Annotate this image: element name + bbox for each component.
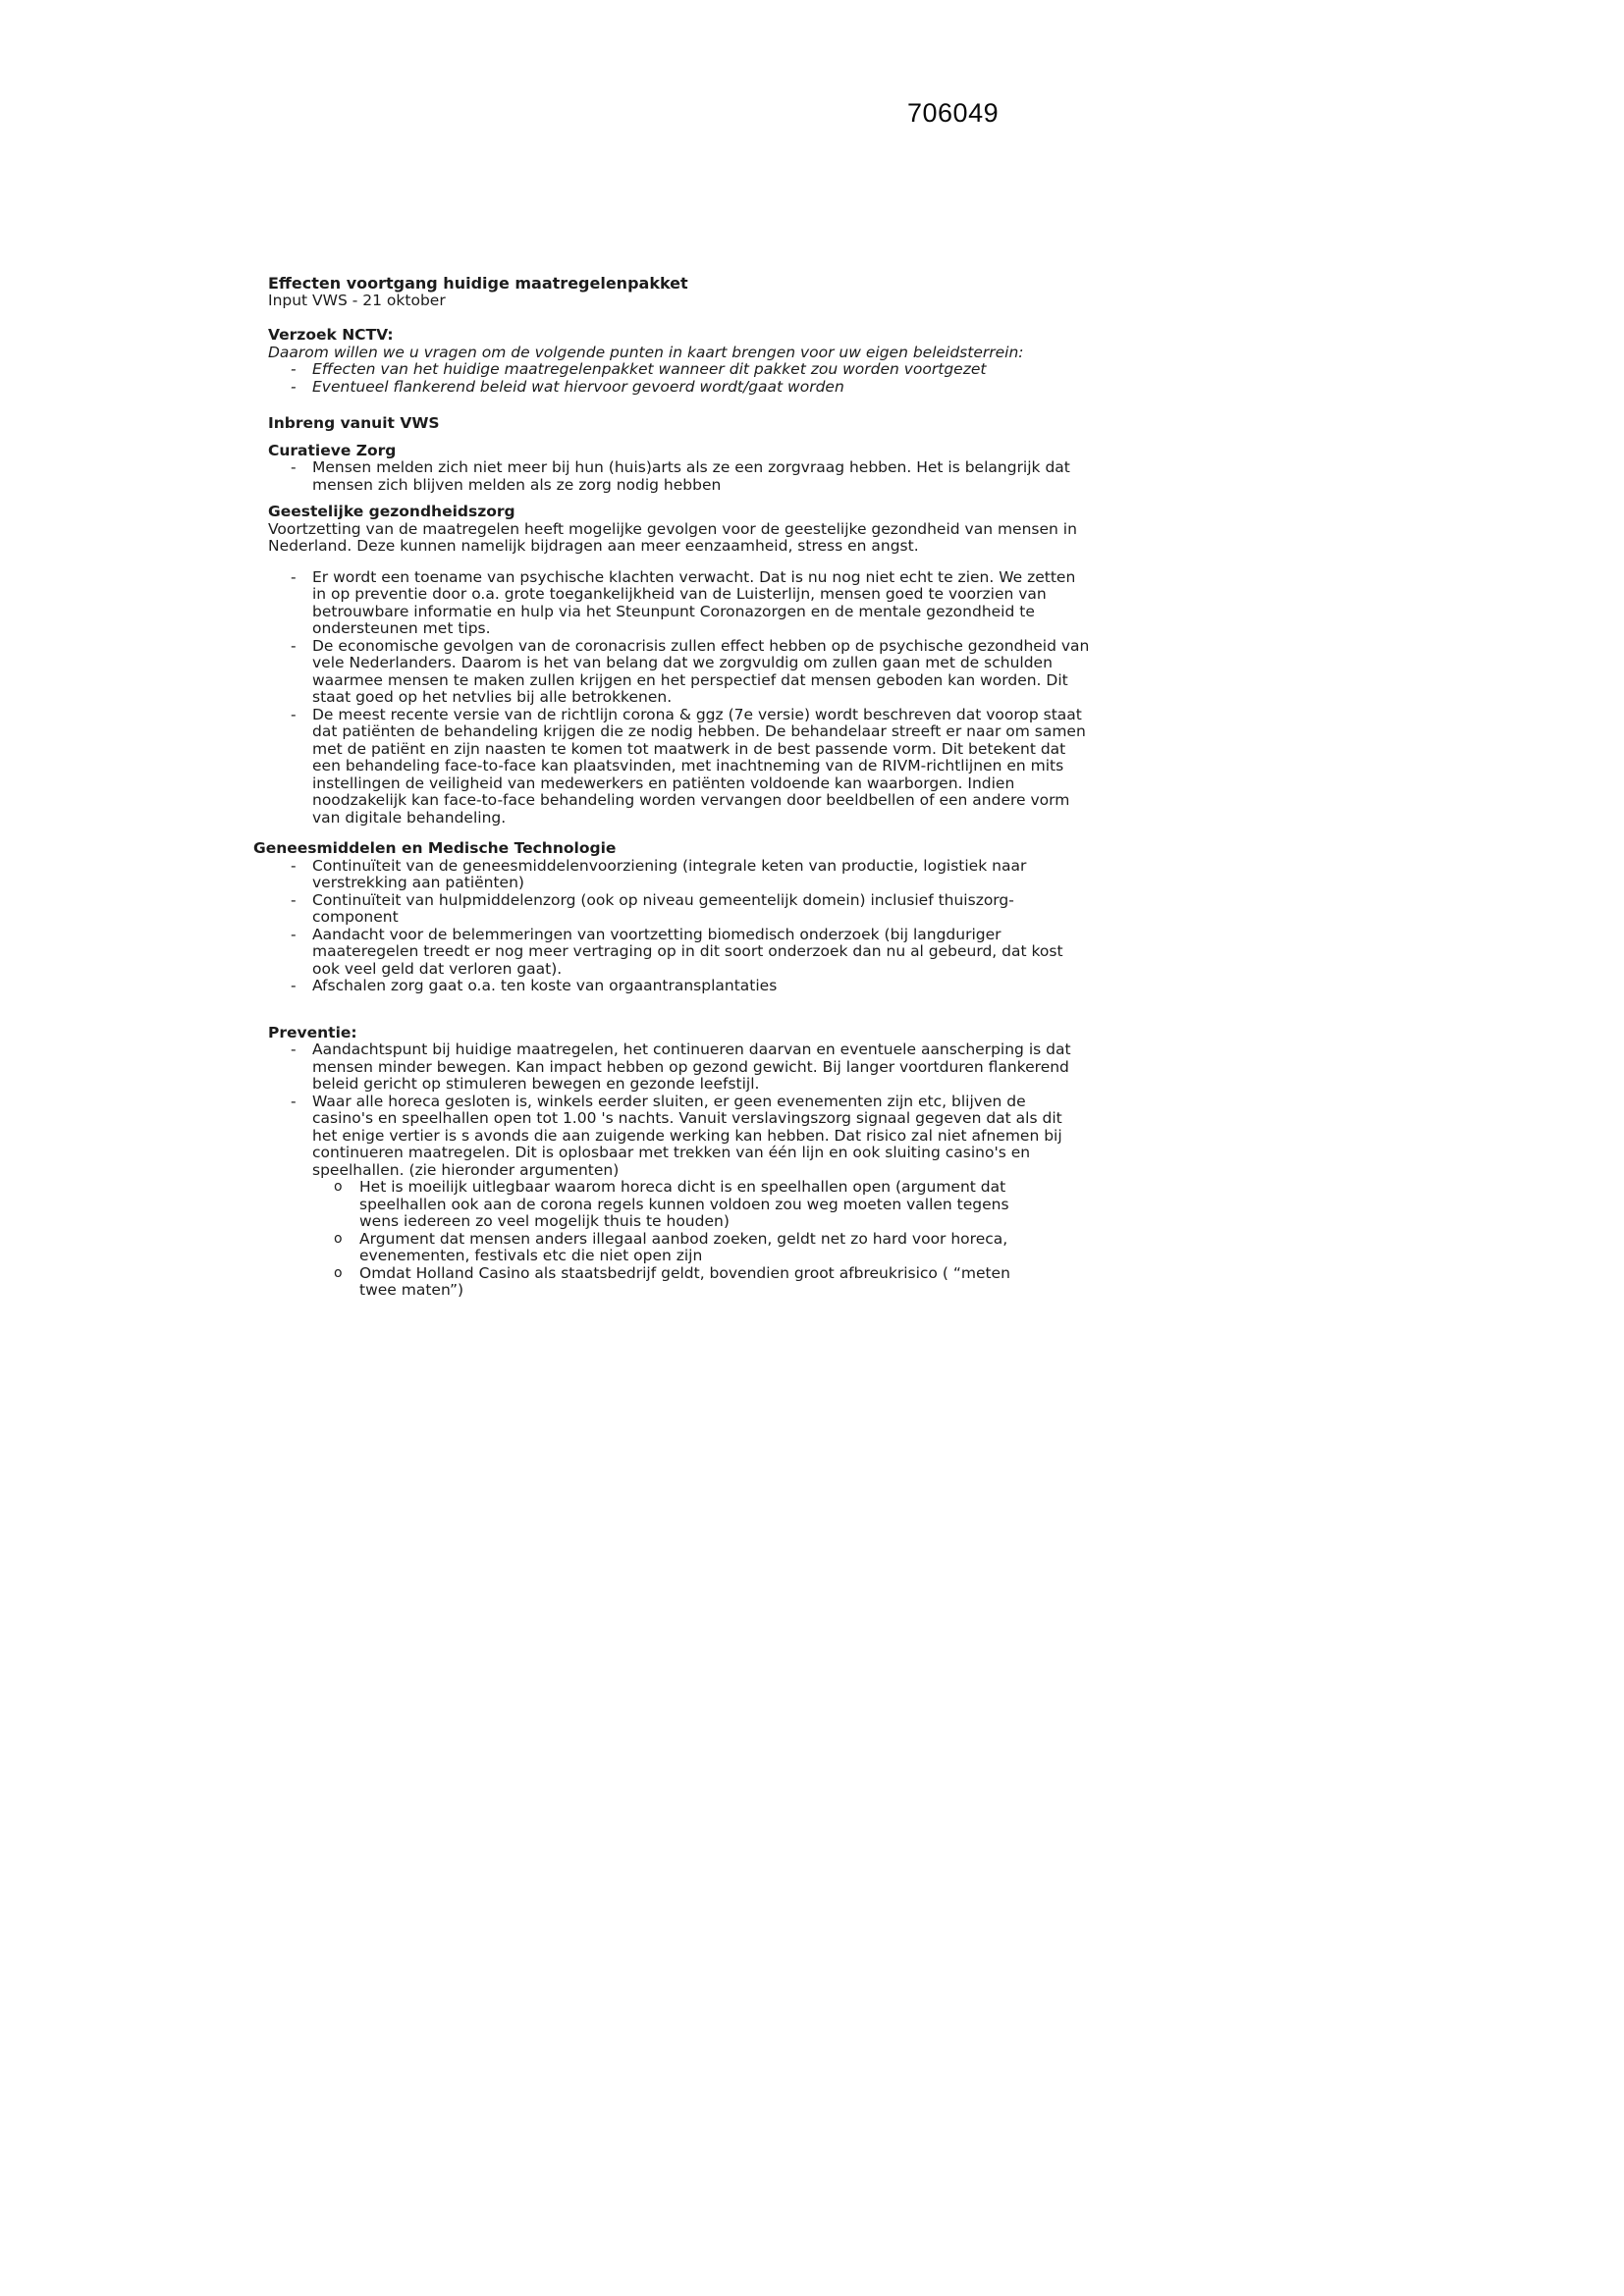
list-item-text: Eventueel flankerend beleid wat hiervoor gevoerd wordt/gaat worden [312,377,844,396]
section-heading-preventie: Preventie: [268,1023,357,1041]
list-item-text: Argument dat mensen anders illegaal aanbod zoeken, geldt net zo hard voor horeca, evenementen, festivals etc die niet open zijn [359,1229,1008,1264]
list-item [268,569,1091,638]
sub-bullet-marker: o [334,1230,343,1247]
list-item-text: Aandacht voor de belemmeringen van voortzetting biomedisch onderzoek (bij langduriger maateregelen treedt er nog meer vertraging op in dit soort onderzoek dan nu al gebeurd, dat kost ook veel geld dat verloren gaat). [312,925,1063,978]
list-item [268,707,1091,828]
section-heading-inbreng-vws: Inbreng vanuit VWS [268,414,440,432]
section-heading-geestelijke-gezondheidszorg: Geestelijke gezondheidszorg [268,503,515,520]
section-heading-geneesmiddelen-medische-technologie: Geneesmiddelen en Medische Technologie [253,839,617,857]
section-heading-verzoek-nctv: Verzoek NCTV: [268,326,394,344]
sub-list-item [268,1179,1091,1231]
sub-list-item [268,1265,1091,1300]
bullet-marker: - [291,567,297,586]
bullet-marker: - [291,636,297,655]
list-item-text: Het is moeilijk uitlegbaar waarom horeca dicht is en speelhallen open (argument dat speelhallen ook aan de corona regels kunnen voldoen zou weg moeten vallen tegens wens iedereen zo veel mogelijk thuis te houden) [359,1178,1009,1230]
bullet-marker: - [291,705,297,723]
bullet-marker: - [291,458,297,476]
list-item [268,361,1091,379]
list-item [268,927,1091,979]
list-item [268,978,1091,995]
list-item-text: Afschalen zorg gaat o.a. ten koste van orgaantransplantaties [312,977,778,994]
list-item-text: Omdat Holland Casino als staatsbedrijf geldt, bovendien groot afbreukrisico ( “meten twee maten”) [359,1263,1010,1299]
document-number: 706049 [907,98,1000,128]
list-item-text: De economische gevolgen van de coronacrisis zullen effect hebben op de psychische gezondheid van vele Nederlanders. Daarom is het van belang dat we zorgvuldig om zullen gaan met de schulden waarmee mensen te maken zullen krijgen en het perspectief dat mensen geboden kan worden. Dit staat goed op het netvlies bij alle betrokkenen. [312,636,1090,706]
document-title: Effecten voortgang huidige maatregelenpakket [268,274,688,293]
ggz-intro-paragraph: Voortzetting van de maatregelen heeft mogelijke gevolgen voor de geestelijke gezondheid van mensen in Nederland. Deze kunnen namelijk bijdragen aan meer eenzaamheid, stress en angst. [268,519,1077,555]
list-item-text: De meest recente versie van de richtlijn corona & ggz (7e versie) wordt beschreven dat voorop staat dat patiënten de behandeling krijgen die ze nodig hebben. De behandelaar streeft er naar om samen met de patiënt en zijn naasten te komen tot maatwerk in de best passende vorm. Dit betekent dat een behandeling face-to-face kan plaatsvinden, met inachtneming van de RIVM-richtlijnen en mits instellingen de veiligheid van medewerkers en patiënten voldoende kan waarborgen. Indien noodzakelijk kan face-to-face behandeling worden vervangen door beeldbellen of een andere vorm van digitale behandeling. [312,705,1086,827]
list-item-text: Mensen melden zich niet meer bij hun (huis)arts als ze een zorgvraag hebben. Het is belangrijk dat mensen zich blijven melden als ze zorg nodig hebben [312,458,1070,494]
list-item [268,1041,1091,1094]
bullet-marker: - [291,856,297,875]
list-item [268,638,1091,707]
list-item-text: Effecten van het huidige maatregelenpakket wanneer dit pakket zou worden voortgezet [312,360,987,378]
bullet-marker: - [291,890,297,909]
sub-bullet-marker: o [334,1179,343,1195]
list-item-text: Er wordt een toename van psychische klachten verwacht. Dat is nu nog niet echt te zien. We zetten in op preventie door o.a. grote toegankelijkheid van de Luisterlijn, mensen goed te voorzien van betrouwbare informatie en hulp via het Steunpunt Coronazorgen en de mentale gezondheid te ondersteunen met tips. [312,567,1076,637]
sub-bullet-marker: o [334,1264,343,1281]
list-item [268,892,1091,927]
list-item [268,858,1091,892]
bullet-marker: - [291,377,297,396]
bullet-marker: - [291,360,297,378]
bullet-marker: - [291,1041,297,1058]
list-item [268,459,1091,494]
sub-list-item [268,1231,1091,1265]
bullet-marker: - [291,1092,297,1110]
document-subtitle: Input VWS - 21 oktober [268,291,446,309]
list-item-text: Continuïteit van hulpmiddelenzorg (ook op niveau gemeentelijk domein) inclusief thuiszorg-component [312,890,1014,926]
bullet-marker: - [291,977,297,994]
list-item-text: Waar alle horeca gesloten is, winkels eerder sluiten, er geen evenementen zijn etc, blijven de casino's en speelhallen open tot 1.00 's nachts. Vanuit verslavingszorg signaal gegeven dat als dit het enige vertier is s avonds die aan zuigende werking kan hebben. Dat risico zal niet afnemen bij continueren maatregelen. Dit is oplosbaar met trekken van één lijn en ook sluiting casino's en speelhallen. (zie hieronder argumenten) [312,1092,1062,1179]
verzoek-intro-paragraph: Daarom willen we u vragen om de volgende punten in kaart brengen voor uw eigen beleidsterrein: [268,343,1024,361]
bullet-marker: - [291,925,297,943]
list-item-text: Aandachtspunt bij huidige maatregelen, het continueren daarvan en eventuele aanscherping is dat mensen minder bewegen. Kan impact hebben op gezond gewicht. Bij langer voortduren flankerend beleid gericht op stimuleren bewegen en gezonde leefstijl. [312,1041,1071,1093]
document-body [253,274,1091,1300]
section-heading-curatieve-zorg: Curatieve Zorg [268,441,397,459]
list-item [268,1094,1091,1180]
list-item-text: Continuïteit van de geneesmiddelenvoorziening (integrale keten van productie, logistiek naar verstrekking aan patiënten) [312,856,1027,891]
list-item [268,379,1091,397]
